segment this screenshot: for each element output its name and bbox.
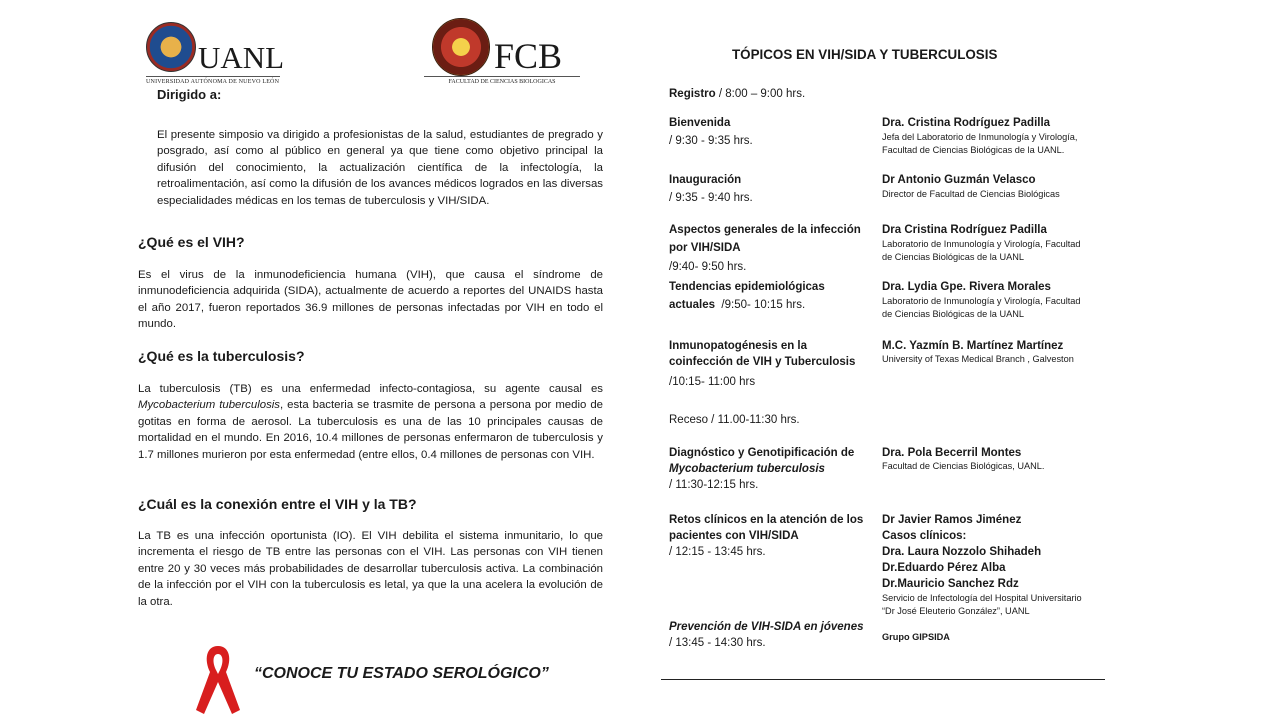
fcb-logo-subtitle: FACULTAD DE CIENCIAS BIOLOGICAS: [424, 76, 580, 85]
topic-5-time: /10:15- 11:00 hrs: [669, 376, 756, 388]
speaker-7-affiliation-1: Servicio de Infectología del Hospital Universitario: [882, 593, 1082, 603]
tuberculosis-text-b: , esta bacteria se trasmite de persona a persona por medio de gotitas en forma de aerosol. La tuberculosis es una de las 10 principales causas de mortalidad en el mundo. En 2016, 10.4 millones de personas enfermaron de tuberculosis y 1.7 millones murieron por esta enfermedad (entre ellos, 0.4 millones de personas con VIH.: [138, 399, 603, 461]
speaker-1-name: Dra. Cristina Rodríguez Padilla: [882, 117, 1051, 129]
slogan: “CONOCE TU ESTADO SEROLÓGICO”: [254, 665, 549, 682]
vih-paragraph: Es el virus de la inmunodeficiencia humana (VIH), que causa el síndrome de inmunodeficiencia adquirida (SIDA), actualmente de acuerdo a reportes del UNAIDS hasta el año 2017, fueron reportados 36.9 millones de personas infectadas por VIH en todo el mundo.: [138, 269, 603, 331]
casos-clinicos-label: Casos clínicos:: [882, 530, 967, 542]
speaker-7-name: Dr Javier Ramos Jiménez: [882, 514, 1022, 526]
speaker-6-affiliation: Facultad de Ciencias Biológicas, UANL.: [882, 461, 1045, 471]
speaker-3-affiliation-1: Laboratorio de Inmunología y Virología, Facultad: [882, 239, 1081, 249]
bienvenida-title: Bienvenida: [669, 117, 731, 129]
speaker-5-name: M.C. Yazmín B. Martínez Martínez: [882, 340, 1064, 352]
tuberculosis-paragraph: [138, 381, 603, 463]
topic-5-line-2: coinfección de VIH y Tuberculosis: [669, 356, 856, 368]
speaker-1-affiliation-1: Jefa del Laboratorio de Inmunología y Virología,: [882, 132, 1078, 142]
speaker-7-case-3: Dr.Mauricio Sanchez Rdz: [882, 578, 1019, 590]
topic-4-time: /9:50- 10:15 hrs.: [721, 299, 806, 311]
mycobacterium-italic: Mycobacterium tuberculosis: [138, 399, 280, 412]
speaker-2-name: Dr Antonio Guzmán Velasco: [882, 174, 1036, 186]
uanl-logo: [146, 22, 285, 90]
speaker-4-affiliation-2: de Ciencias Biológicas de la UANL: [882, 309, 1024, 319]
topic-8-time: / 13:45 - 14:30 hrs.: [669, 637, 766, 649]
topic-5-line-1: Inmunopatogénesis en la: [669, 340, 808, 352]
topic-6-line-1: Diagnóstico y Genotipificación de: [669, 447, 855, 459]
topic-6-time: / 11:30-12:15 hrs.: [669, 479, 759, 491]
tuberculosis-text-a: La tuberculosis (TB) es una enfermedad infecto-contagiosa, su agente causal es: [138, 383, 603, 395]
speaker-4-affiliation-1: Laboratorio de Inmunología y Virología, Facultad: [882, 296, 1081, 306]
red-ribbon-icon: [190, 640, 246, 716]
speaker-3-affiliation-2: de Ciencias Biológicas de la UANL: [882, 252, 1024, 262]
connection-heading: ¿Cuál es la conexión entre el VIH y la TB?: [138, 496, 417, 512]
uanl-logo-text: UANL: [198, 40, 285, 75]
connection-paragraph: La TB es una infección oportunista (IO). El VIH debilita el sistema inmunitario, lo que incrementa el riesgo de TB entre las personas con el VIH. Las personas con VIH tienen entre 20 y 30 veces más probabilidades de desarrollar tuberculosis activa. La combinación de la infección por el VIH con la tuberculosis es letal, ya que la una acelera la evolución de la otra.: [138, 530, 603, 608]
uanl-seal-icon: [146, 22, 196, 72]
speaker-7-case-2: Dr.Eduardo Pérez Alba: [882, 562, 1006, 574]
uanl-logo-subtitle: UNIVERSIDAD AUTÓNOMA DE NUEVO LEÓN: [146, 76, 280, 85]
speaker-6-name: Dra. Pola Becerril Montes: [882, 447, 1022, 459]
topic-7-time: / 12:15 - 13:45 hrs.: [669, 546, 766, 558]
registro-label: Registro: [669, 88, 716, 100]
speaker-7-affiliation-2: “Dr José Eleuterio González”, UANL: [882, 606, 1030, 616]
topic-7-line-2: pacientes con VIH/SIDA: [669, 530, 799, 542]
topic-3-line-1: Aspectos generales de la infección: [669, 224, 861, 236]
bienvenida-time: / 9:30 - 9:35 hrs.: [669, 135, 753, 147]
speaker-4-name: Dra. Lydia Gpe. Rivera Morales: [882, 281, 1051, 293]
dirigido-paragraph: El presente simposio va dirigido a profesionistas de la salud, estudiantes de pregrado y posgrado, así como al público en general ya que tiene como objetivo principal la difusión del conocimiento, la actualización científica de la infectología, la retroalimentación, así como la difusión de los avances médicos logrados en las diversas especialidades médicas en los temas de tuberculosis y VIH/SIDA.: [157, 129, 603, 207]
topic-4-line-1: Tendencias epidemiológicas: [669, 281, 825, 293]
receso-line: Receso / 11.00-11:30 hrs.: [669, 414, 800, 426]
topic-8-line-1: Prevención de VIH-SIDA en jóvenes: [669, 621, 864, 633]
registro-line: [669, 86, 805, 103]
dirigido-heading: Dirigido a:: [157, 87, 222, 102]
topic-3-time: /9:40- 9:50 hrs.: [669, 261, 747, 273]
tuberculosis-heading: ¿Qué es la tuberculosis?: [138, 348, 305, 364]
speaker-8-name: Grupo GIPSIDA: [882, 632, 950, 642]
topic-4-line-2: [669, 297, 805, 314]
vih-heading: ¿Qué es el VIH?: [138, 234, 245, 250]
fcb-logo-text: FCB: [494, 36, 563, 76]
speaker-7-case-1: Dra. Laura Nozzolo Shihadeh: [882, 546, 1042, 558]
topic-3-line-2: por VIH/SIDA: [669, 242, 741, 254]
inauguracion-time: / 9:35 - 9:40 hrs.: [669, 192, 753, 204]
bottom-divider: [661, 679, 1105, 680]
speaker-1-affiliation-2: Facultad de Ciencias Biológicas de la UANL.: [882, 145, 1065, 155]
inauguracion-title: Inauguración: [669, 174, 742, 186]
registro-time: / 8:00 – 9:00 hrs.: [715, 88, 806, 100]
topic-6-line-2: Mycobacterium tuberculosis: [669, 463, 825, 475]
speaker-2-affiliation: Director de Facultad de Ciencias Biológicas: [882, 189, 1060, 199]
fcb-seal-icon: [432, 18, 490, 76]
speaker-3-name: Dra Cristina Rodríguez Padilla: [882, 224, 1047, 236]
speaker-5-affiliation: University of Texas Medical Branch , Galveston: [882, 354, 1074, 364]
topic-4-label: actuales: [669, 299, 716, 311]
topic-7-line-1: Retos clínicos en la atención de los: [669, 514, 864, 526]
fcb-logo: [424, 18, 580, 90]
topics-title: TÓPICOS EN VIH/SIDA Y TUBERCULOSIS: [732, 47, 998, 62]
